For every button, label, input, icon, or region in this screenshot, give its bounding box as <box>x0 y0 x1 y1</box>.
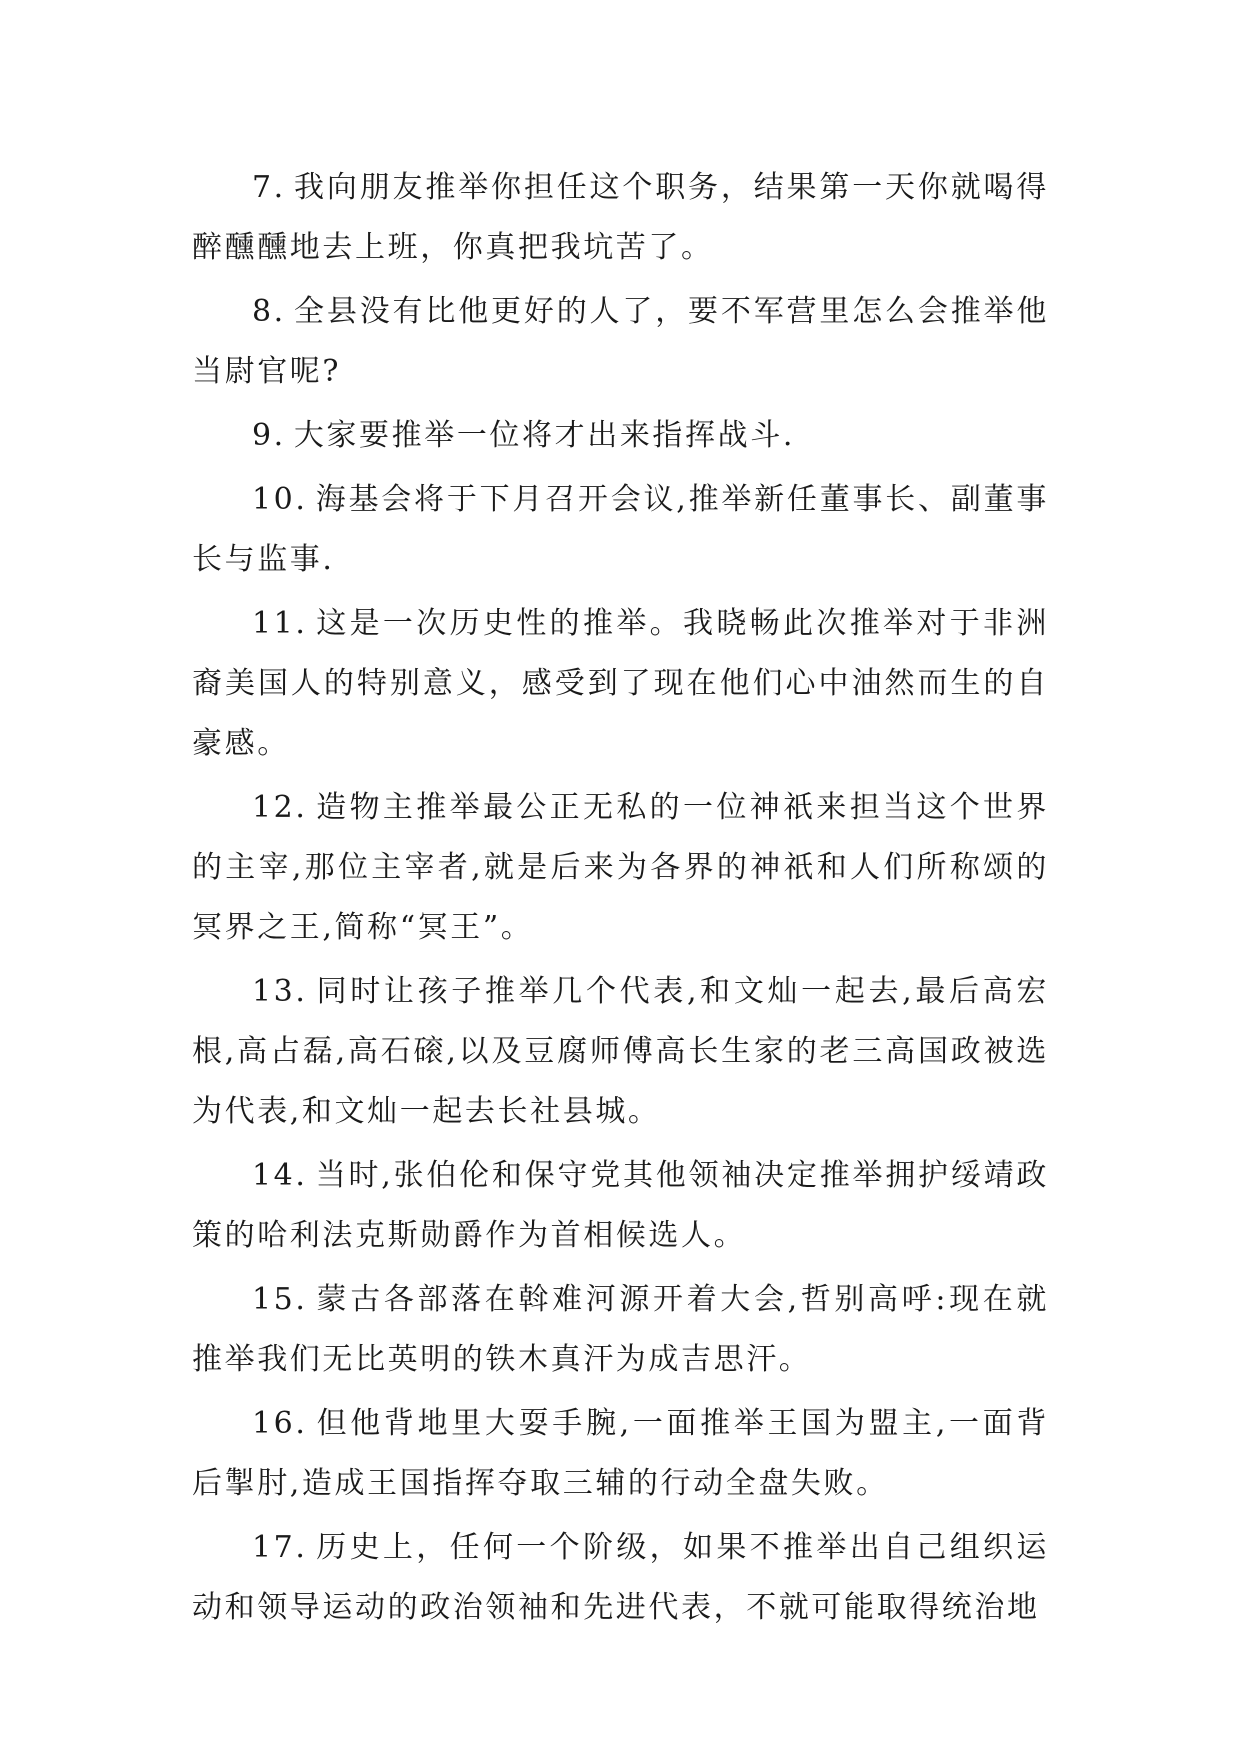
paragraph-9 <box>192 406 1049 466</box>
paragraph-number: 9. <box>252 418 286 453</box>
paragraph-11 <box>192 594 1049 774</box>
paragraph-number: 15. <box>252 1282 308 1317</box>
paragraph-text: 当时,张伯伦和保守党其他领袖决定推举拥护绥靖政策的哈利法克斯勋爵作为首相候选人。 <box>192 1158 1049 1253</box>
paragraph-number: 10. <box>252 482 308 517</box>
paragraph-number: 16. <box>252 1406 308 1441</box>
paragraph-text: 蒙古各部落在斡难河源开着大会,哲别高呼:现在就推举我们无比英明的铁木真汗为成吉思汗。 <box>192 1282 1049 1377</box>
paragraph-number: 17. <box>252 1530 308 1565</box>
paragraph-text: 全县没有比他更好的人了，要不军营里怎么会推举他当尉官呢? <box>192 294 1049 389</box>
paragraph-7 <box>192 158 1049 278</box>
paragraph-10 <box>192 470 1049 590</box>
document-body <box>192 158 1049 1642</box>
paragraph-16 <box>192 1394 1049 1514</box>
paragraph-text: 大家要推举一位将才出来指挥战斗. <box>293 418 795 453</box>
paragraph-17 <box>192 1518 1049 1638</box>
paragraph-number: 7. <box>252 170 286 205</box>
paragraph-number: 12. <box>252 790 308 825</box>
paragraph-text: 造物主推举最公正无私的一位神祇来担当这个世界的主宰,那位主宰者,就是后来为各界的神祇和人们所称颂的冥界之王,简称“冥王”。 <box>192 790 1049 945</box>
paragraph-text: 同时让孩子推举几个代表,和文灿一起去,最后高宏根,高占磊,高石磙,以及豆腐师傅高长生家的老三高国政被选为代表,和文灿一起去长社县城。 <box>192 974 1049 1129</box>
paragraph-number: 11. <box>252 606 308 641</box>
paragraph-8 <box>192 282 1049 402</box>
paragraph-text: 海基会将于下月召开会议,推举新任董事长、副董事长与监事. <box>192 482 1049 577</box>
paragraph-number: 13. <box>252 974 308 1009</box>
paragraph-15 <box>192 1270 1049 1390</box>
paragraph-14 <box>192 1146 1049 1266</box>
paragraph-text: 这是一次历史性的推举。我晓畅此次推举对于非洲裔美国人的特别意义，感受到了现在他们心中油然而生的自豪感。 <box>192 606 1049 761</box>
paragraph-12 <box>192 778 1049 958</box>
paragraph-text: 但他背地里大耍手腕,一面推举王国为盟主,一面背后掣肘,造成王国指挥夺取三辅的行动全盘失败。 <box>192 1406 1049 1501</box>
paragraph-number: 8. <box>252 294 286 329</box>
paragraph-text: 历史上，任何一个阶级，如果不推举出自己组织运动和领导运动的政治领袖和先进代表，不就可能取得统治地 <box>192 1530 1049 1625</box>
paragraph-number: 14. <box>252 1158 308 1193</box>
paragraph-13 <box>192 962 1049 1142</box>
paragraph-text: 我向朋友推举你担任这个职务，结果第一天你就喝得醉醺醺地去上班，你真把我坑苦了。 <box>192 170 1049 265</box>
